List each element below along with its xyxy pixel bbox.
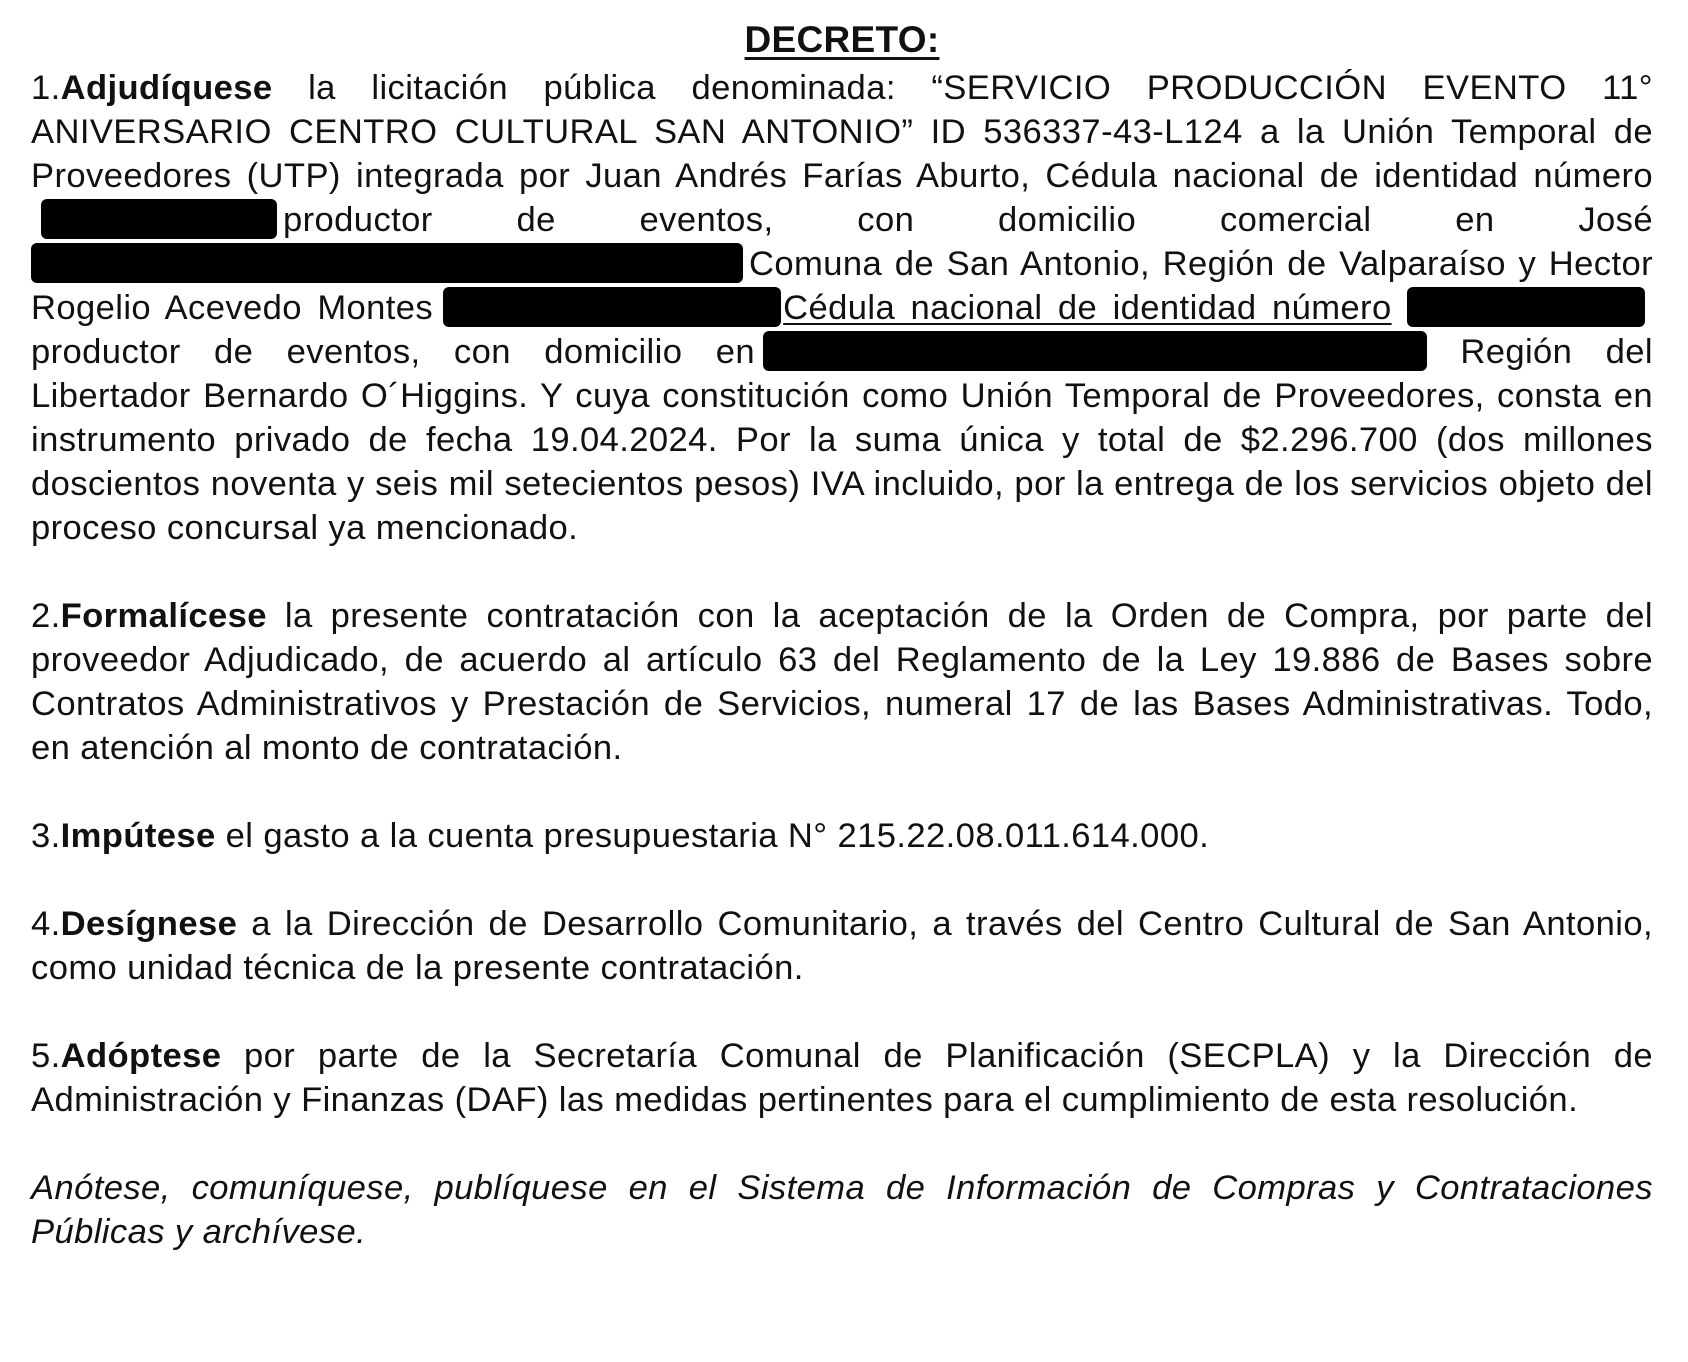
redacted-address — [763, 331, 1427, 371]
item-text: la presente contratación con la aceptación de la Orden de Compra, por parte del proveedor Adjudicado, de acuerdo al artículo 63 del Reglamento de la Ley 19.886 de Bases sobre Contratos Administrativos y Prestación de Servicios, numeral 17 de las Bases Administrativas. Todo, en atención al monto de contratación. — [31, 597, 1653, 767]
item-verb: Impútese — [60, 817, 216, 855]
redacted-address — [31, 243, 743, 283]
item-verb: Adóptese — [60, 1037, 222, 1075]
item-verb: Formalícese — [60, 597, 267, 635]
decree-item-4 — [31, 902, 1653, 990]
item-text: el gasto a la cuenta presupuestaria N° 215.22.08.011.614.000. — [215, 817, 1210, 855]
decree-title: DECRETO: — [744, 19, 940, 60]
decree-item-5 — [31, 1034, 1653, 1122]
item-verb: Adjudíquese — [60, 69, 273, 107]
item-number: 1. — [31, 69, 61, 107]
item-text-part: productor de eventos, con domicilio en — [31, 333, 755, 371]
decree-item-1 — [31, 66, 1653, 550]
decree-item-3 — [31, 814, 1653, 858]
item-number: 2. — [31, 597, 61, 635]
item-text-part: Cédula nacional de identidad número — [783, 289, 1392, 327]
redacted-id-number — [1407, 287, 1645, 327]
decree-item-2 — [31, 594, 1653, 770]
closing-statement: Anótese, comuníquese, publíquese en el Sistema de Información de Compras y Contrataciones Públicas y archívese. — [31, 1169, 1653, 1251]
item-text-part: productor de eventos, con domicilio comercial en José — [283, 201, 1653, 239]
item-text-part: la licitación pública denominada: “SERVICIO PRODUCCIÓN EVENTO 11° ANIVERSARIO CENTRO CULTURAL SAN ANTONIO” ID 536337-43-L124 a la Unión Temporal de Proveedores (UTP) integrada por Juan Andrés Farías Aburto, Cédula nacional de identidad número — [31, 69, 1653, 195]
item-number: 3. — [31, 817, 61, 855]
item-text-part: Comuna de San Antonio, Región de Valparaíso y Hector Rogelio Acevedo Montes — [31, 245, 1653, 327]
decree-page — [31, 0, 1653, 1254]
item-number: 4. — [31, 905, 61, 943]
item-text: por parte de la Secretaría Comunal de Planificación (SECPLA) y la Dirección de Administración y Finanzas (DAF) las medidas pertinentes para el cumplimiento de esta resolución. — [31, 1037, 1653, 1119]
item-text: a la Dirección de Desarrollo Comunitario, a través del Centro Cultural de San Antonio, como unidad técnica de la presente contratación. — [31, 905, 1653, 987]
redacted-id-number — [41, 199, 277, 239]
item-text-part: Región del Libertador Bernardo O´Higgins. Y cuya constitución como Unión Temporal de Proveedores, consta en instrumento privado de fecha 19.04.2024. Por la suma única y total de $2.296.700 (dos millones doscientos noventa y seis mil setecientos pesos) IVA incluido, por la entrega de los servicios objeto del proceso concursal ya mencionado. — [31, 333, 1654, 547]
item-number: 5. — [31, 1037, 61, 1075]
item-verb: Desígnese — [60, 905, 238, 943]
redacted-info — [443, 287, 781, 327]
